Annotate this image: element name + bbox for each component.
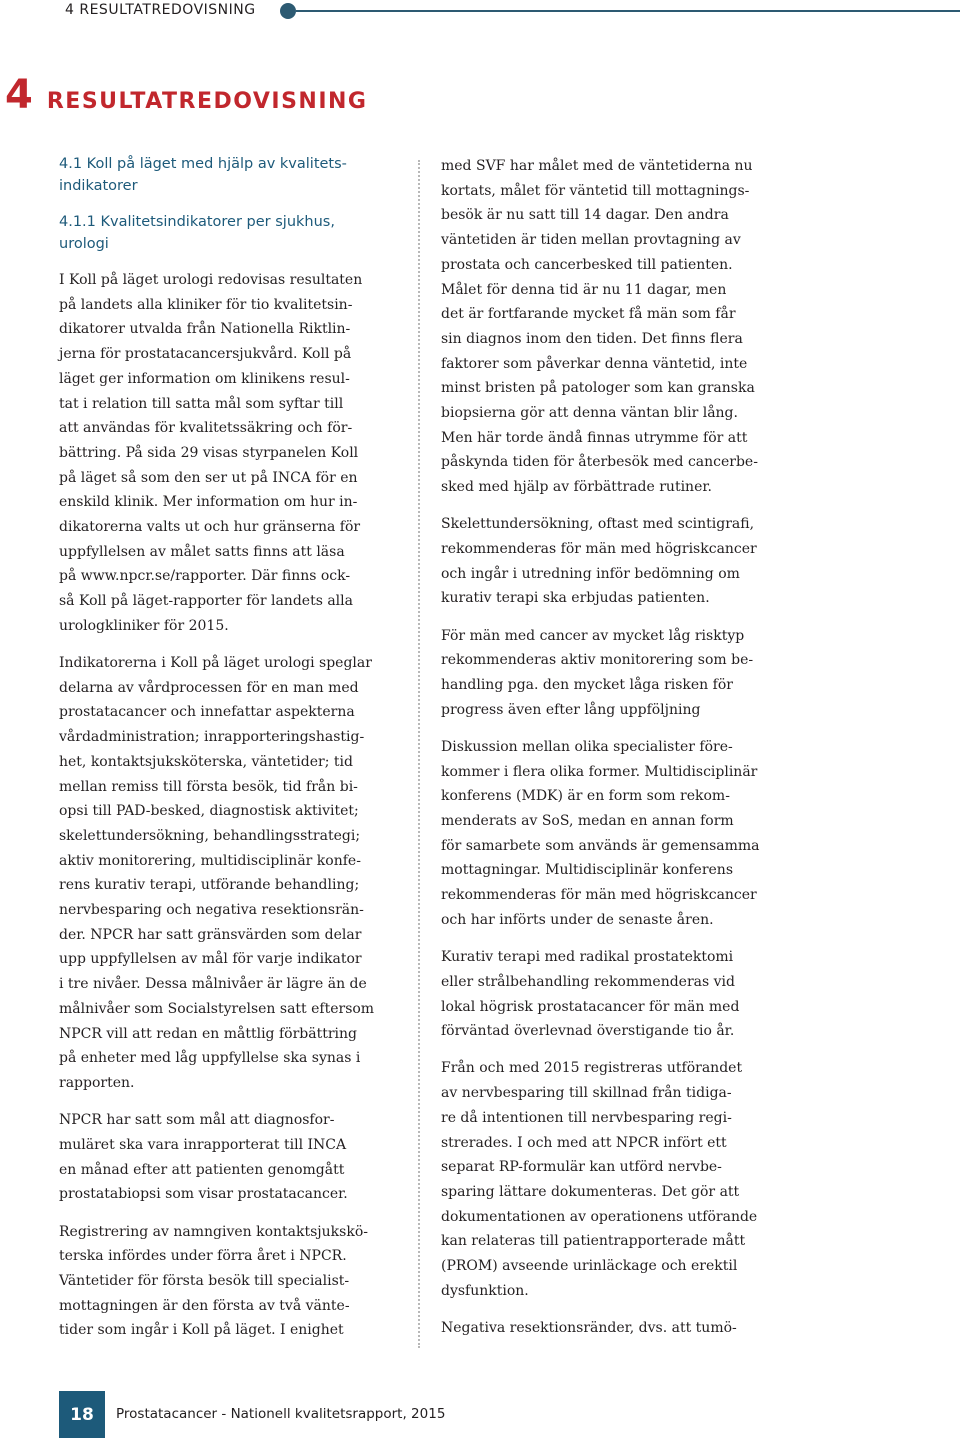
left-column [59, 153, 399, 1343]
right-column [441, 154, 786, 1341]
paragraph: I Koll på läget urologi redovisas resultaten på landets alla kliniker för tio kvalitetsin- dikatorer utvalda från Nationella Riktlin- jerna för prostatacancersjukvård. Koll på läget ger information om klinikens resul- tat i relation till satta mål som syftar till att användas för kvalitetssäkring och för- bättring. På sida 29 visas styrpanelen Koll på läget så som den ser ut på INCA för en enskild klinik. Mer information om hur in- dikatorerna valts ut och hur gränserna för uppfyllelsen av målet satts finns att läsa på www.npcr.se/rapporter. Där finns ock- så Koll på läget-rapporter för landets alla urologkliniker för 2015. [59, 272, 363, 634]
paragraph: Skelettundersökning, oftast med scintigrafi, rekommenderas för män med högriskcancer och ingår i utredning inför bedömning om kurativ terapi ska erbjudas patienten. [441, 516, 757, 607]
paragraph: Diskussion mellan olika specialister före- kommer i flera olika former. Multidisciplinär konferens (MDK) är en form som rekom- menderats av SoS, medan en annan form för samarbete som används är gemensamma mottagningar. Multidisciplinär konferens rekommenderas för män med högriskcancer och har införts under de senaste åren. [441, 738, 760, 928]
header-dot-marker [280, 3, 296, 19]
paragraph: Negativa resektionsränder, dvs. att tumö- [441, 1319, 737, 1336]
paragraph: Indikatorerna i Koll på läget urologi speglar delarna av vårdprocessen för en man med prostatacancer och innefattar aspekterna vårdadministration; inrapporteringshastig- het, kontaktsjuksköterska, väntetider; tid mellan remiss till första besök, tid från bi- opsi till PAD-besked, diagnostisk aktivitet; skelettundersökning, behandlingsstrategi; aktiv monitorering, multidisciplinär konfe- rens kurativ terapi, utförande behandling; nervbesparing och negativa resektionsrän- der. NPCR har satt gränsvärden som delar upp uppfyllelsen av mål för varje indikator i tre nivåer. Dessa målnivåer är lägre än de målnivåer som Socialstyrelsen satt eftersom NPCR vill att redan en måttlig förbättring på enheter med låg uppfyllelse ska synas i rapporten. [59, 655, 375, 1091]
paragraph: Från och med 2015 registreras utförandet av nervbesparing till skillnad från tidiga- re då intentionen till nervbesparing regi- strerades. I och med att NPCR infört ett separat RP-formulär kan utförd nervbe- sparing lättare dokumenteras. Det gör att dokumentationen av operationens utförande kan relateras till patientrapporterade mått (PROM) avseende urinläckage och erektil dysfunktion. [441, 1060, 758, 1299]
paragraph: med SVF har målet med de väntetiderna nu kortats, målet för väntetid till mottagnings- besök är nu satt till 14 dagar. Den andra väntetiden är tiden mellan provtagning av prostata och cancerbesked till patienten. Målet för denna tid är nu 11 dagar, men det är fortfarande mycket få män som får sin diagnos inom den tiden. Det finns flera faktorer som påverkar denna väntetid, inte minst bristen på patologer som kan granska biopsierna gör att denna väntan blir lång. Men här torde ändå finnas utrymme för att påskynda tiden för återbesök med cancerbe- sked med hjälp av förbättrade rutiner. [441, 158, 758, 496]
page-number: 18 [70, 1404, 94, 1425]
chapter-title: RESULTATREDOVISNING [46, 89, 368, 114]
column-divider [418, 160, 420, 1348]
footer-text: Prostatacancer - Nationell kvalitetsrapport, 2015 [116, 1406, 446, 1422]
paragraph: Kurativ terapi med radikal prostatektomi eller strålbehandling rekommenderas vid lokal högrisk prostatacancer för män med förväntad överlevnad överstigande tio år. [441, 949, 740, 1040]
header-rule [296, 10, 960, 12]
paragraph: För män med cancer av mycket låg risktyp rekommenderas aktiv monitorering som be- handling pga. den mycket låga risken för progress även efter lång uppföljning [441, 627, 754, 718]
running-header-title: 4 RESULTATREDOVISNING [65, 2, 256, 18]
running-header [0, 0, 960, 24]
section-heading: 4.1 Koll på läget med hjälp av kvalitets- indikatorer [59, 156, 347, 194]
chapter-number: 4 [5, 72, 33, 118]
page-number-badge [59, 1391, 105, 1438]
chapter-heading [5, 72, 905, 118]
subsection-heading: 4.1.1 Kvalitetsindikatorer per sjukhus, urologi [59, 214, 335, 252]
paragraph: Registrering av namngiven kontaktsjukskö- terska infördes under förra året i NPCR. Väntetider för första besök till specialist- mottagningen är den första av två vänte- tider som ingår i Koll på läget. I enighet [59, 1223, 368, 1339]
paragraph: NPCR har satt som mål att diagnosfor- muläret ska vara inrapporterat till INCA en månad efter att patienten genomgått prostatabiopsi som visar prostatacancer. [59, 1112, 348, 1203]
